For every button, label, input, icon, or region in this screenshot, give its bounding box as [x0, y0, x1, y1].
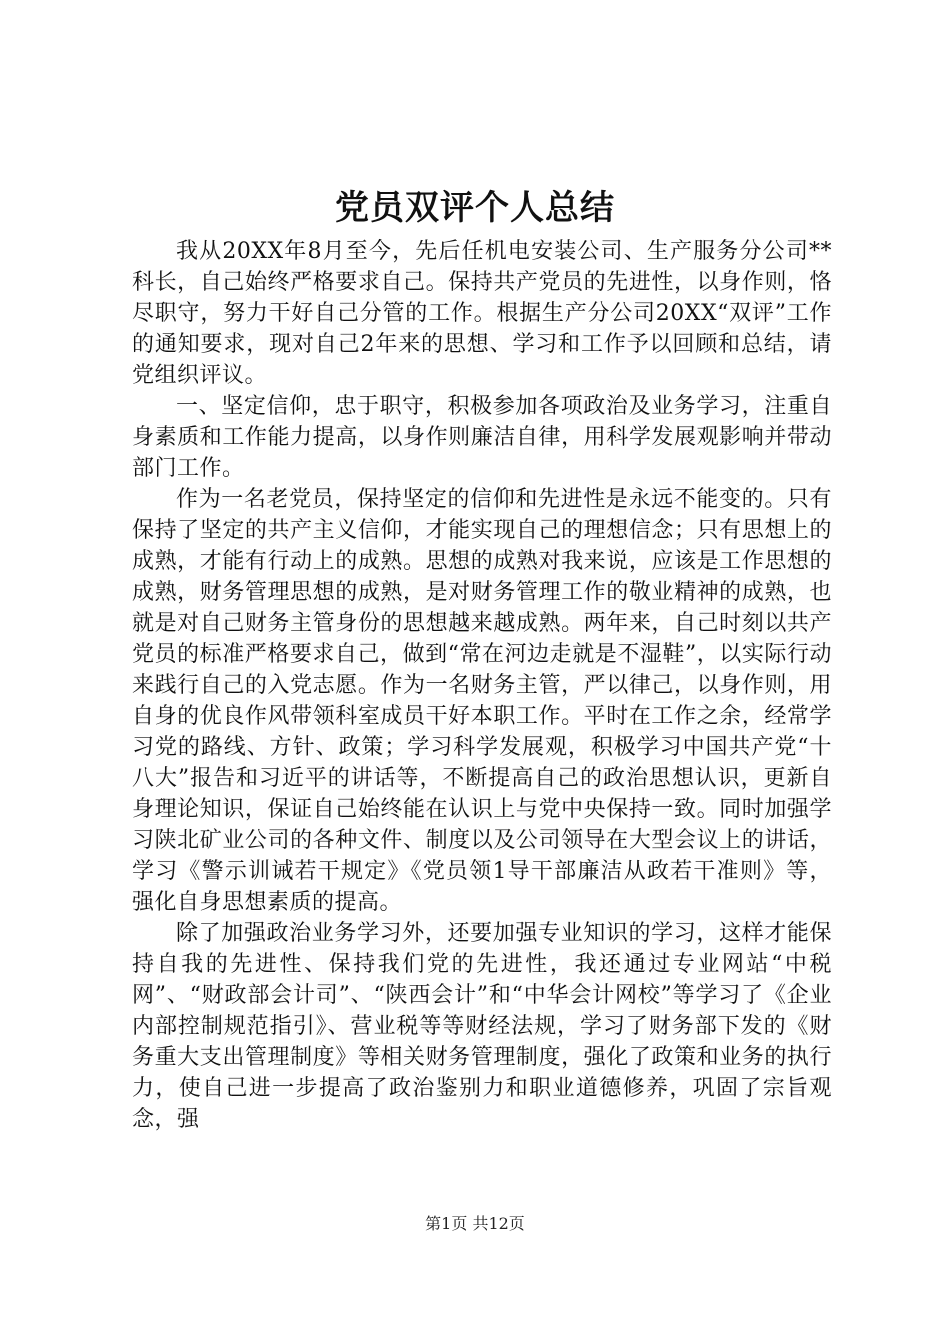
document-title: 党员双评个人总结 [335, 188, 615, 228]
paragraph-section-one-heading: 一、坚定信仰，忠于职守，积极参加各项政治及业务学习，注重自身素质和工作能力提高，以身作则廉洁自律，用科学发展观影响并带动部门工作。 [132, 394, 832, 481]
document-body [132, 236, 832, 1135]
paragraph-belief: 作为一名老党员，保持坚定的信仰和先进性是永远不能变的。只有保持了坚定的共产主义信仰，才能实现自己的理想信念；只有思想上的成熟，才能有行动上的成熟。思想的成熟对我来说，应该是工作思想的成熟，财务管理思想的成熟，是对财务管理工作的敬业精神的成熟，也就是对自己财务主管身份的思想越来越成熟。两年来，自己时刻以共产党员的标准严格要求自己，做到“常在河边走就是不湿鞋”，以实际行动来践行自己的入党志愿。作为一名财务主管，严以律己，以身作则，用自身的优良作风带领科室成员干好本职工作。平时在工作之余，经常学习党的路线、方针、政策；学习科学发展观，积极学习中国共产党“十八大”报告和习近平的讲话等，不断提高自己的政治思想认识，更新自身理论知识，保证自己始终能在认识上与党中央保持一致。同时加强学习陕北矿业公司的各种文件、制度以及公司领导在大型会议上的讲话，学习《警示训诫若干规定》《党员领1导干部廉洁从政若干准则》等，强化自身思想素质的提高。 [132, 487, 832, 915]
paragraph-intro: 我从20XX年8月至今，先后任机电安装公司、生产服务分公司**科长，自己始终严格要求自己。保持共产党员的先进性，以身作则，恪尽职守，努力干好自己分管的工作。根据生产分公司20XX“双评”工作的通知要求，现对自己2年来的思想、学习和工作予以回顾和总结，请党组织评议。 [132, 239, 832, 388]
page-number-footer: 第1页 共12页 [425, 1214, 525, 1233]
paragraph-professional-study: 除了加强政治业务学习外，还要加强专业知识的学习，这样才能保持自我的先进性、保持我们党的先进性，我还通过专业网站“中税网”、“财政部会计司”、“陕西会计”和“中华会计网校”等学习了《企业内部控制规范指引》、营业税等等财经法规，学习了财务部下发的《财务重大支出管理制度》等相关财务管理制度，强化了政策和业务的执行力，使自己进一步提高了政治鉴别力和职业道德修养，巩固了宗旨观念，强 [132, 921, 832, 1132]
